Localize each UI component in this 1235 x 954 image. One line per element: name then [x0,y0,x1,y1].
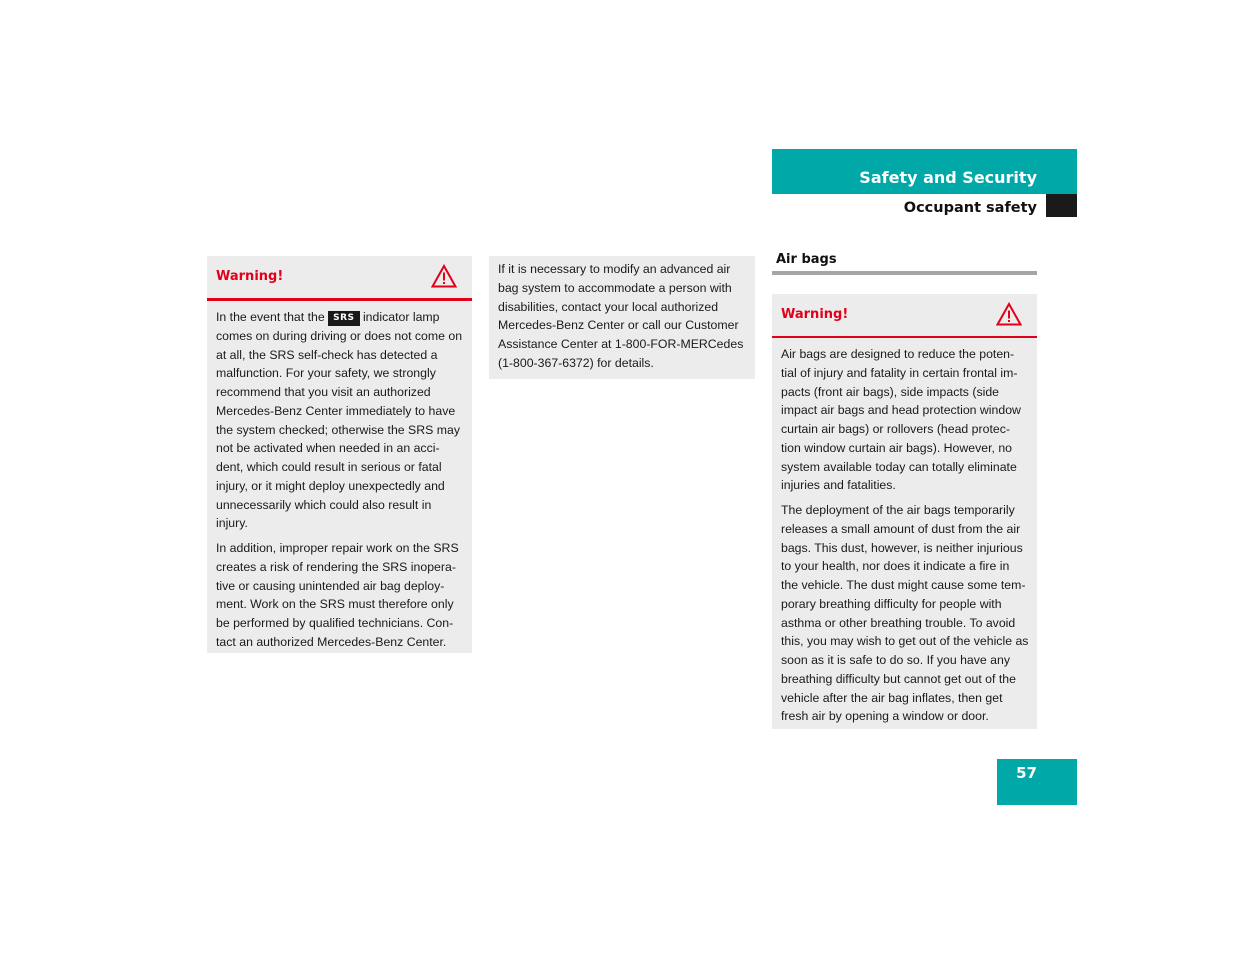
air-bags-dust-paragraph: The deployment of the air bags temporarily releases a small amount of dust from the air bags. This dust, however, is neither injurious to your health, nor does it indicate a fire in the vehicle. The dust might cause some tem-porary breathing difficulty for people with asthma or other breathing trouble. To avoid this, you may wish to get out of the vehicle as soon as it is safe to do so. If you have any breathing difficulty but cannot get out of the vehicle after the air bag inflates, then get fresh air by opening a window or door. [781,503,1029,724]
air-bags-warning-box [772,294,1037,729]
disability-note-box [489,256,755,379]
chapter-title: Occupant safety [903,200,1037,216]
section-header-band [772,149,1077,194]
warning-triangle-icon [996,302,1022,326]
warning-header [772,294,1037,338]
disability-note-text: If it is necessary to modify an advanced air bag system to accommodate a person with disabilities, contact your local authorized Mercedes-Benz Center or call our Customer Assistance Center at 1-800-FOR-MERCedes (1-800-367-6372) for details. [498,262,744,370]
warning-triangle-icon [431,264,457,288]
srs-repair-paragraph: In addition, improper repair work on the SRS creates a risk of rendering the SRS inopera-tive or causing unintended air bag deploy-ment. Work on the SRS must therefore only be performed by qualified technicians. Con-tact an authorized Mercedes-Benz Center. [216,541,459,649]
warning-label: Warning! [216,269,284,284]
page-number: 57 [1016,764,1037,782]
page-number-box [997,759,1077,805]
srs-indicator-icon: SRS [328,311,359,326]
warning-header [207,256,472,301]
chapter-tab-marker [1046,194,1077,217]
heading-rule [772,271,1037,275]
section-title: Safety and Security [859,168,1037,187]
air-bags-purpose-paragraph: Air bags are designed to reduce the poten-tial of injury and fatality in certain frontal im-pacts (front air bags), side impacts (side impact air bags and head protection window curtain air bags) or rollovers (head protec-tion window curtain air bags). However, no system available today can totally eliminate injuries and fatalities. [781,347,1021,493]
warning-label: Warning! [781,307,849,322]
srs-warning-paragraph [216,308,464,533]
srs-warning-box [207,256,472,653]
air-bags-heading: Air bags [776,252,837,267]
srs-warning-text-start: In the event that the [216,310,329,324]
srs-warning-text-end: indicator lamp comes on during driving or does not come on at all, the SRS self-check has detected a malfunction. For your safety, we strongly recommend that you visit an authorized Mercedes-Benz Center immediately to have the system checked; otherwise the SRS may not be activated when needed in an acci-dent, which could result in serious or fatal injury, or it might deploy unexpectedly and unnecessarily which could also result in injury. [216,310,463,531]
